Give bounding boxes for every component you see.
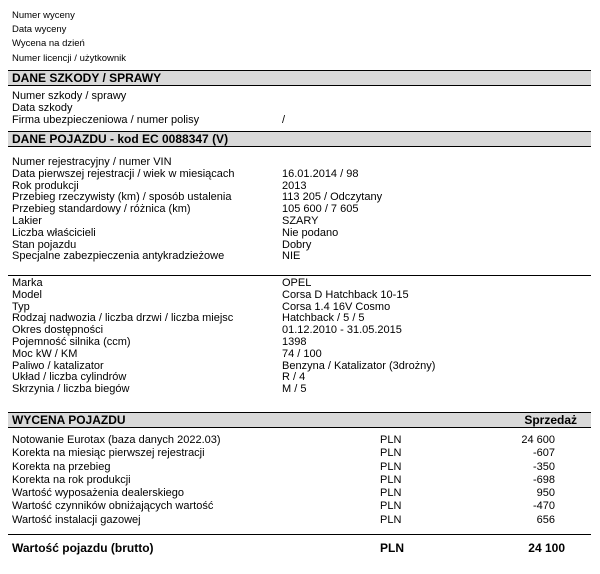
row-amount: -470 [532,500,555,513]
row-label: Rok produkcji [12,179,79,192]
row-label: Data szkody [12,101,73,114]
section-title-valuation: WYCENA POJAZDU [12,413,126,427]
section-title-claim: DANE SZKODY / SPRAWY [12,71,162,85]
row-value: / [282,113,286,126]
row-label: Korekta na miesiąc pierwszej rejestracji [12,447,205,460]
row-value: 1398 [282,335,307,348]
row-value: Nie podano [282,226,339,239]
row-value: NIE [282,250,301,263]
row-label: Firma ubezpieczeniowa / numer polisy [12,113,200,126]
row-label: Okres dostępności [12,324,104,337]
vehicle-divider [8,275,591,276]
row-label: Stan pojazdu [12,238,77,251]
meta-license-user: Numer licencji / użytkownik [12,52,127,64]
valuation-rows [12,434,580,527]
total-amount: 24 100 [528,541,565,555]
row-currency: PLN [380,434,402,446]
row-value: Hatchback / 5 / 5 [282,312,365,325]
row-currency: PLN [380,513,402,526]
row-value: M / 5 [282,383,307,396]
row-label: Numer szkody / sprawy [12,90,127,102]
section-header-vehicle [8,131,591,147]
row-value: R / 4 [282,371,306,384]
row-label: Korekta na rok produkcji [12,473,131,486]
valuation-row [12,487,580,500]
row-value: 105 600 / 7 605 [282,203,359,216]
row-label: Data pierwszej rejestracji / wiek w miesiącach [12,167,235,180]
row-label: Paliwo / katalizator [12,359,104,372]
section-header-claim [8,70,591,86]
column-title-sale: Sprzedaż [524,413,577,427]
row-value: SZARY [282,214,319,227]
total-row [12,540,580,556]
row-label: Przebieg standardowy / różnica (km) [12,203,191,216]
row-label: Specjalne zabezpieczenia antykradzieżowe [12,250,225,263]
valuation-row [12,447,580,460]
row-currency: PLN [380,473,402,486]
row-label: Korekta na przebieg [12,460,111,473]
row-label: Pojemność silnika (ccm) [12,335,131,348]
row-value: 2013 [282,179,307,192]
row-value: 01.12.2010 - 31.05.2015 [282,324,402,337]
row-currency: PLN [380,447,402,460]
row-label: Wartość instalacji gazowej [12,513,141,526]
row-amount: -698 [532,473,555,486]
row-amount: 656 [536,513,555,526]
row-value: Dobry [282,238,312,251]
row-value: Corsa D Hatchback 10-15 [282,288,409,301]
valuation-row [12,461,580,474]
valuation-row [12,500,580,513]
row-label: Marka [12,277,43,289]
row-label: Moc kW / KM [12,347,78,360]
row-amount: 24 600 [521,434,555,446]
row-value: Corsa 1.4 16V Cosmo [282,300,391,313]
row-amount: 950 [536,487,555,500]
row-value: 16.01.2014 / 98 [282,167,359,180]
total-currency: PLN [380,541,404,555]
valuation-row [12,514,580,527]
meta-valuation-number: Numer wyceny [12,10,75,21]
row-label: Model [12,288,42,301]
total-divider [8,534,591,535]
row-label: Układ / liczba cylindrów [12,371,127,384]
row-label: Lakier [12,214,42,227]
row-value: 74 / 100 [282,347,322,360]
row-amount: -350 [532,460,555,473]
valuation-row [12,434,580,447]
row-amount: -607 [532,447,555,460]
row-currency: PLN [380,500,402,513]
meta-valuation-as-of: Wycena na dzień [12,38,85,50]
row-value: Benzyna / Katalizator (3drożny) [282,359,436,372]
row-label: Wartość wyposażenia dealerskiego [12,487,185,500]
row-label: Skrzynia / liczba biegów [12,383,130,396]
row-value: 113 205 / Odczytany [282,191,383,204]
meta-valuation-date: Data wyceny [12,24,67,36]
section-header-valuation [8,412,591,428]
row-label: Liczba właścicieli [12,226,96,239]
row-currency: PLN [380,460,402,473]
row-label: Wartość czynników obniżających wartość [12,500,214,513]
row-label: Numer rejestracyjny / numer VIN [12,156,172,168]
row-label: Typ [12,300,30,313]
total-label: Wartość pojazdu (brutto) [12,541,154,555]
row-label: Notowanie Eurotax (baza danych 2022.03) [12,434,221,446]
row-value: OPEL [282,277,312,289]
row-currency: PLN [380,487,402,500]
report-meta [12,9,126,66]
row-label: Przebieg rzeczywisty (km) / sposób ustalenia [12,191,232,204]
section-title-vehicle: DANE POJAZDU - kod EC 0088347 (V) [12,132,229,146]
valuation-row [12,474,580,487]
row-label: Rodzaj nadwozia / liczba drzwi / liczba miejsc [12,312,234,325]
